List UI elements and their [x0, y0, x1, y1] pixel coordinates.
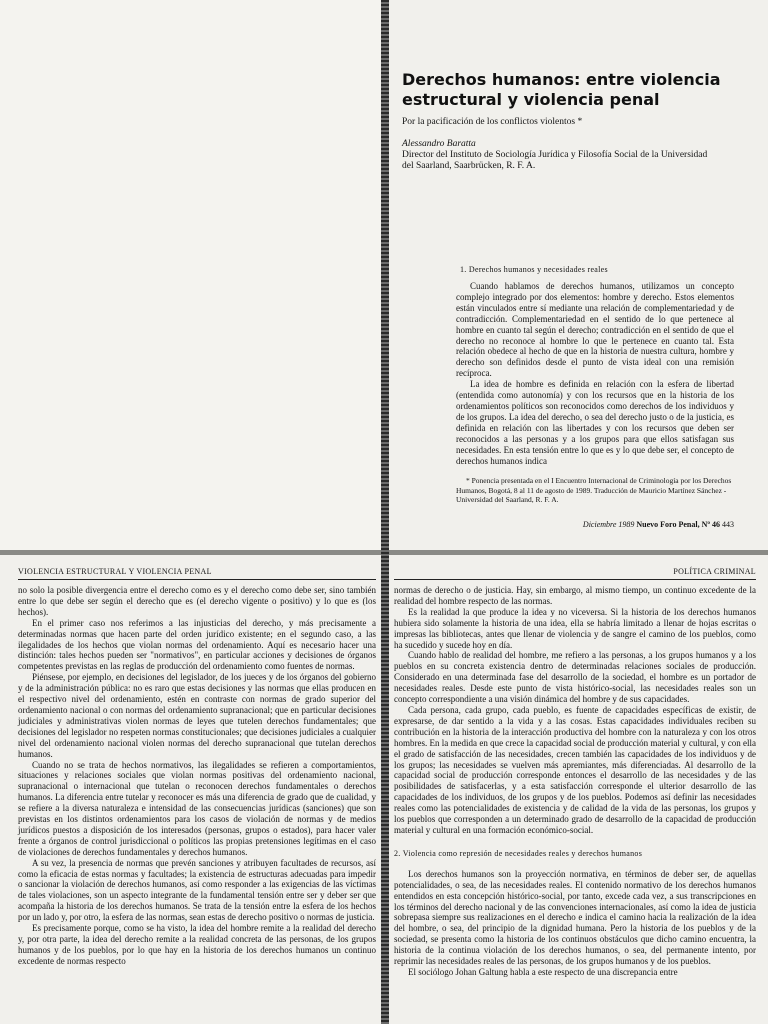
paragraph: Cada persona, cada grupo, cada pueblo, es fuente de capacidades específicas de existir, de expresarse, de dar sentido a la vida y a las cosas. Estas capacidades individuales reciben su contribución en la historia de la interacción productiva del hombre con la naturaleza y con los otros hombres. En la medida en que crece la capacidad social de producción material y cultural, y con ella el grado de satisfacción de las necesidades, crecen también las capacidades de los individuos y de los grupos; las necesidades se vuelven más apremiantes, más diferenciadas. Al desarrollo de la capacidad social de producción corresponde entonces el desarrollo de las necesidades y de las posibilidades de satisfacerlas, y a esta satisfacción corresponde el ulterior desarrollo de las capacidades de los individuos, de los grupos y de los pueblos. Podemos así definir las necesidades reales como las potencialidades de existencia y de calidad de la vida de las personas, los grupos y los pueblos que corresponden a un determinado grado de desarrollo de la capacidad de producción material y cultural en una formación económico-social.	[394, 704, 756, 835]
paragraph: Los derechos humanos son la proyección normativa, en términos de deber ser, de aquellas potencialidades, o sea, de las necesidades reales. El contenido normativo de los derechos humanos entendidos en esta concepción histórico-social, por tanto, excede cada vez, a sus transcripciones en los términos del derecho nacional y de las convenciones internacionales, así como la idea de justicia sobrepasa siempre sus realizaciones en el derecho e indica el camino hacia la realización de la idea del hombre, o sea, del principio de la dignidad humana. Pero la historia de los pueblos y de la sociedad, se presenta como la historia de los continuos obstáculos que dicho camino encuentra, la historia de la continua violación de los derechos humanos, o sea, del permanente intento, por reprimir las necesidades reales de las personas, de los grupos humanos y de los pueblos.	[394, 868, 756, 967]
left-text-column	[18, 585, 376, 967]
paragraph: Es la realidad la que produce la idea y no viceversa. Si la historia de los derechos humanos hubiera sido solamente la historia de una idea, ella se habría limitado a llenar de hojas escritas o impresas las bibliotecas, antes que llenar de violencia y de sangre el camino de los pueblos, como ha sucedido y sucede hoy en día.	[394, 606, 756, 650]
right-page	[386, 555, 768, 1024]
title-line-2: estructural y violencia penal	[402, 90, 660, 109]
blank-page-area	[0, 0, 384, 550]
running-head-left: VIOLENCIA ESTRUCTURAL Y VIOLENCIA PENAL	[18, 567, 212, 576]
paragraph: Cuando hablamos de derechos humanos, utilizamos un concepto complejo integrado por dos elementos: hombre y derecho. Estos elementos están vinculados entre sí mediante una relación de complementariedad y de contradicción. Complementariedad en el sentido de lo que pertenece al hombre en cuanto tal según el derecho; contradicción en el sentido de que el derecho no reconoce al hombre lo que le pertenece en cuanto tal. Esta relación obedece al hecho de que en la historia de nuestra cultura, hombre y derecho son definidos desde el punto de vista ideal con una remisión recíproca.	[456, 281, 734, 379]
paragraph: La idea de hombre es definida en relación con la esfera de libertad (entendida como autonomía) y con los recursos que en la historia de los ordenamientos políticos son reconocidos como derechos de los individuos y de los grupos. La idea del derecho, o sea del derecho justo o de la justicia, es definida en relación con las libertades y con los recursos que deben ser reconocidos a las personas y a los grupos para que ellos satisfagan sus necesidades. En esta tensión entre lo que es y lo que debe ser, el concepto de derechos humanos indica	[456, 379, 734, 466]
affiliation-line-2: del Saarland, Saarbrücken, R. F. A.	[402, 161, 536, 171]
running-head-right: POLÍTICA CRIMINAL	[673, 567, 756, 576]
paragraph: A su vez, la presencia de normas que prevén sanciones y atribuyen facultades de recursos, así como la eficacia de estas normas y facultades; la existencia de estructuras adecuadas para impedir o sancionar la violación de derechos humanos, así como responder a las exigencias de las víctimas de tales violaciones, son un aspecto integrante de la fundamental tensión entre ser y deber ser que acompaña la historia de los derechos humanos. Se trata de la tensión entre la esfera de los hechos por un lado y, por otro, la esfera de las normas, sean estas de derecho positivo o normas de justicia.	[18, 857, 376, 923]
article-title	[402, 70, 742, 110]
footnote	[456, 476, 734, 505]
paragraph: Es precisamente porque, como se ha visto, la idea del hombre remite a la realidad del derecho y, por otra parte, la idea del derecho remite a la realidad concreta de las personas, de los grupos humanos y de los pueblos, por lo que hay en la historia de los derechos humanos un continuo excedente de normas respecto	[18, 923, 376, 966]
right-text-column	[394, 585, 756, 978]
paragraph: normas de derecho o de justicia. Hay, sin embargo, al mismo tiempo, un continuo excedente de la realidad del hombre respecto de las normas.	[394, 585, 756, 606]
footnote-text: * Ponencia presentada en el I Encuentro Internacional de Criminología por los Derechos Humanos, Bogotá, 8 al 11 de agosto de 1989. Traducción de Mauricio Martínez Sánchez - Universidad del Saarland, R. F. A.	[456, 476, 732, 504]
section-1-heading: 1. Derechos humanos y necesidades reales	[460, 265, 608, 274]
section-1-text	[456, 281, 734, 466]
paragraph: no solo la posible divergencia entre el derecho como es y el derecho como debe ser, sino también entre lo que debe ser según el derecho que es (el derecho vigente o positivo) y lo que es (los hechos).	[18, 585, 376, 617]
left-page	[0, 555, 384, 1024]
folio-journal: Nuevo Foro Penal, Nº 46	[636, 520, 720, 529]
author-affiliation	[402, 150, 742, 172]
title-line-1: Derechos humanos: entre violencia	[402, 70, 721, 89]
section-2-heading: 2. Violencia como represión de necesidades reales y derechos humanos	[394, 848, 643, 858]
book-binding	[381, 0, 389, 1024]
article-author: Alessandro Baratta	[402, 139, 476, 149]
header-rule	[394, 579, 756, 580]
paragraph: En el primer caso nos referimos a las injusticias del derecho, y más precisamente a determinadas normas que hacen parte del orden jurídico existente; en el segundo caso, a las ilegalidades de los hechos que violan normas del ordenamiento. Aquí es necesario hacer una distinción: tales hechos pueden ser "normativos", en particular acciones y decisiones de órganos competentes previstas en las reglas de producción del ordenamiento como fuentes de normas.	[18, 617, 376, 672]
folio-date: Diciembre 1989	[582, 520, 635, 529]
affiliation-line-1: Director del Instituto de Sociología Jurídica y Filosofía Social de la Universidad	[402, 150, 708, 160]
paragraph: Piénsese, por ejemplo, en decisiones del legislador, de los jueces y de los órganos del gobierno y de la administración pública: no es raro que estas decisiones y las normas que ellas producen en el respectivo nivel del ordenamiento, estén en contraste con normas de grado superior del ordenamiento nacional o con normas del ordenamiento supranacional; que en particular decisiones judiciales y administrativas violen normas de leyes que tutelen derechos fundamentales; que decisiones del legislador no respeten normas constitucionales; que decisiones judiciales a cualquier nivel del ordenamiento nacional violen normas del derecho supranacional que tutelan derechos humanos.	[18, 672, 376, 759]
paragraph: El sociólogo Johan Galtung habla a este respecto de una discrepancia entre	[408, 967, 678, 977]
paragraph: Cuando hablo de realidad del hombre, me refiero a las personas, a los grupos humanos y a los pueblos en su concreta existencia dentro de determinadas relaciones sociales de producción. Considerado en una determinada fase del desarrollo de la sociedad, el hombre es un portador de necesidades reales. Desde este punto de vista histórico-social, las necesidades reales son un concepto correspondiente a una visión dinámica del hombre y de sus capacidades.	[394, 650, 756, 705]
folio-page-number: 443	[722, 520, 734, 529]
article-subtitle: Por la pacificación de los conflictos violentos *	[402, 117, 583, 127]
header-rule	[18, 579, 376, 580]
paragraph: Cuando no se trata de hechos normativos, las ilegalidades se refieren a comportamientos, situaciones y relaciones sociales que violan normas positivas del ordenamiento nacional, supranacional o internacional que tutelan o reconocen derechos fundamentales o derechos humanos. La diferencia entre tutelar y reconocer es más una diferencia de grado que de cualidad, y se refiere a la diversa naturaleza e intensidad de las consecuencias jurídicas (sanciones) que son previstas en los distintos ordenamientos para los casos de violación de normas y de medios jurídicos puestos a disposición de los interesados (personas, grupos o estados), para hacer valer frente a órganos de control jurisdiccional o políticos las propias pretensiones legítimas en el caso de violaciones de derechos fundamentales y derechos humanos.	[18, 759, 376, 857]
page-folio	[456, 520, 734, 529]
